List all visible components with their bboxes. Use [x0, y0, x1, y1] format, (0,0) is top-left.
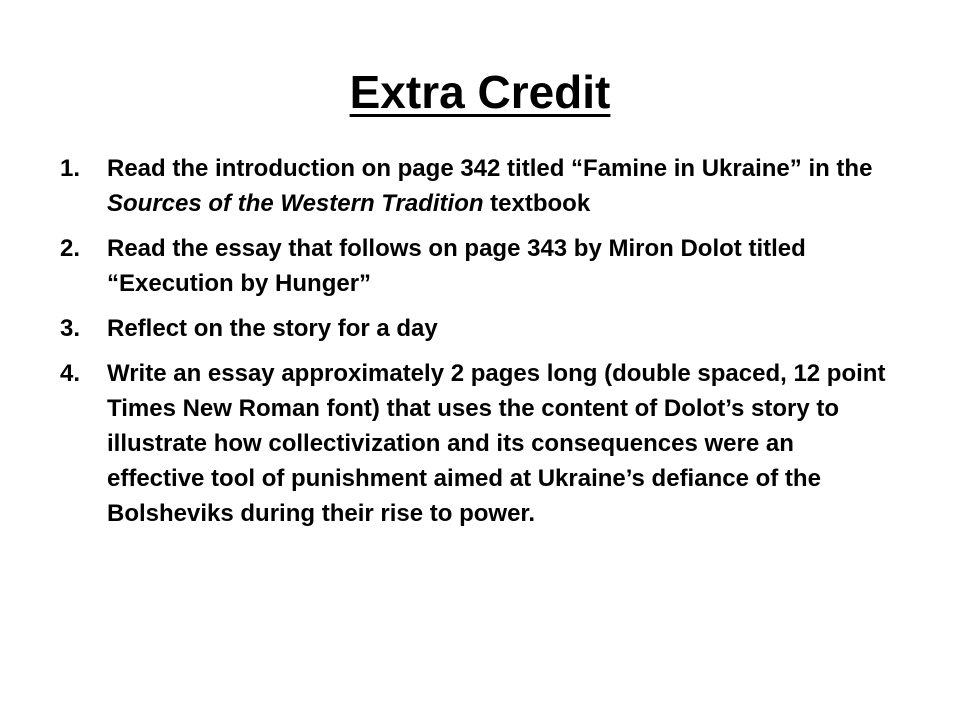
list-item-text-before: Read the introduction on page 342 titled “Famine in Ukraine” in the — [107, 155, 873, 182]
list-item-text: Reflect on the story for a day — [107, 315, 438, 342]
slide-title: Extra Credit — [349, 66, 611, 118]
list-item-text: Write an essay approximately 2 pages long (double spaced, 12 point Times New Roman font) that uses the content of Dolot’s story to illustrate how collectivization and its consequences were an effective tool of punishment aimed at Ukraine’s defiance of the Bolsheviks during their rise to power. — [107, 360, 886, 527]
list-item-text — [107, 151, 890, 221]
list-item-number: 1. — [60, 155, 81, 182]
list-item-number: 3. — [60, 315, 81, 342]
list-item-text-after: textbook — [483, 190, 591, 217]
textbook-title: Sources of the Western Tradition — [107, 190, 484, 217]
instruction-list — [60, 151, 890, 541]
list-item — [60, 311, 890, 346]
list-item — [60, 151, 890, 221]
list-item-text: Read the essay that follows on page 343 by Miron Dolot titled “Execution by Hunger” — [107, 235, 806, 297]
list-item-number: 2. — [60, 235, 81, 262]
list-item-number: 4. — [60, 360, 81, 387]
list-item — [60, 356, 890, 531]
list-item — [60, 231, 890, 301]
